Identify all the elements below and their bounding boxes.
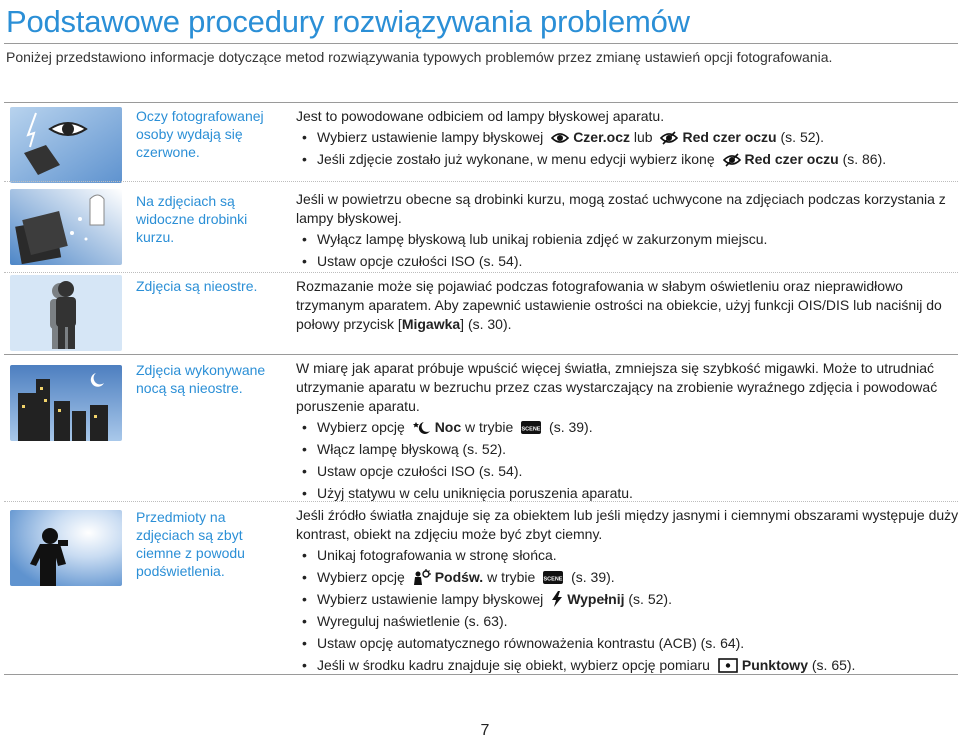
spot-metering-icon <box>718 658 738 673</box>
row-text: Jeśli w powietrzu obecne są drobinki kurzu, mogą zostać uchwycone na zdjęciach podczas korzystania z lampy błyskowej. <box>296 191 946 226</box>
scene-mode-icon <box>521 420 541 435</box>
page-title: Podstawowe procedury rozwiązywania problemów <box>6 4 690 39</box>
list-item: • Jeśli w środku kadru znajduje się obiekt, wybierz opcję pomiaru Punktowy (s. 65). <box>296 656 960 675</box>
list-item: • Ustaw opcje czułości ISO (s. 54). <box>296 462 960 481</box>
blurry-person-illustration-icon <box>10 275 122 351</box>
row-content <box>296 107 960 172</box>
scene-mode-icon <box>543 570 563 585</box>
list-item: • Jeśli zdjęcie zostało już wykonane, w menu edycji wybierz ikonę Red czer oczu (s. 86). <box>296 150 960 169</box>
list-item: • Użyj statywu w celu uniknięcia poruszenia aparatu. <box>296 484 960 503</box>
row-content <box>296 277 960 334</box>
row-content <box>296 506 960 678</box>
list-item: • Wybierz opcję Podśw. w trybie SCENE (s. 39). <box>296 568 960 587</box>
backlit-person-illustration-icon <box>10 510 122 586</box>
svg-text:SCENE: SCENE <box>543 576 563 583</box>
list-item: • Wybierz opcję Noc w trybie SCENE (s. 39). <box>296 418 960 437</box>
list-item: • Unikaj fotografowania w stronę słońca. <box>296 546 960 565</box>
row-text: Jest to powodowane odbiciem od lampy błyskowej aparatu. <box>296 108 665 124</box>
row-label: Zdjęcia wykonywane nocą są nieostre. <box>136 362 266 396</box>
row-text: Jeśli źródło światła znajduje się za obiektem lub jeśli między jasnymi i ciemnymi obszarami występuje duży kontrast, obiekt na zdjęciu może być zbyt ciemny. <box>296 507 959 542</box>
eye-icon <box>551 131 569 145</box>
row-label: Oczy fotografowanej osoby wydają się czerwone. <box>136 108 264 160</box>
list-item: • Wyreguluj naświetlenie (s. 63). <box>296 612 960 631</box>
backlight-icon <box>413 569 431 585</box>
intro-text: Poniżej przedstawiono informacje dotyczące metod rozwiązywania typowych problemów przez zmianę ustawień opcji fotografowania. <box>6 49 833 65</box>
red-eye-fix-icon <box>660 131 678 145</box>
night-moon-icon <box>413 420 431 435</box>
row-backlight <box>4 501 958 675</box>
row-red-eye <box>4 102 958 181</box>
red-eye-fix-icon <box>723 153 741 167</box>
list-item: • Włącz lampę błyskową (s. 52). <box>296 440 960 459</box>
page-number: 7 <box>480 722 490 739</box>
row-label: Na zdjęciach są widoczne drobinki kurzu. <box>136 193 248 245</box>
dust-illustration-icon <box>10 189 122 265</box>
svg-text:SCENE: SCENE <box>521 426 541 433</box>
red-eye-illustration-icon <box>10 107 122 183</box>
row-content <box>296 359 960 506</box>
row-text: Rozmazanie może się pojawiać podczas fotografowania w słabym oświetleniu oraz nieprawidłowo trzymanym aparatem. Aby zapewnić ustawienie ostrości na obiekcie, użyj funkcji OIS/DIS lub naciśnij do połowy przycisk [Migawka] (s. 30). <box>296 278 942 332</box>
row-content <box>296 190 960 274</box>
list-item: • Ustaw opcje czułości ISO (s. 54). <box>296 252 960 271</box>
row-dust <box>4 181 958 272</box>
row-blurry <box>4 272 958 355</box>
list-item: • Wybierz ustawienie lampy błyskowej Czer.ocz lub Red czer oczu (s. 52). <box>296 128 960 147</box>
row-text: W miarę jak aparat próbuje wpuścić więcej światła, zmniejsza się szybkość migawki. Może to utrudniać utrzymanie aparatu w bezruchu przez czas wystarczający na zrobienie wyraźnego zdjęcia i powodować poruszenie aparatu. <box>296 360 938 414</box>
row-night <box>4 354 958 501</box>
title-divider <box>4 43 958 44</box>
list-item: • Wybierz ustawienie lampy błyskowej Wypełnij (s. 52). <box>296 590 960 609</box>
list-item: • Ustaw opcję automatycznego równoważenia kontrastu (ACB) (s. 64). <box>296 634 960 653</box>
row-label: Zdjęcia są nieostre. <box>136 278 258 294</box>
list-item: • Wyłącz lampę błyskową lub unikaj robienia zdjęć w zakurzonym miejscu. <box>296 230 960 249</box>
flash-bolt-icon <box>551 591 563 607</box>
night-city-illustration-icon <box>10 365 122 441</box>
row-label: Przedmioty na zdjęciach są zbyt ciemne z powodu podświetlenia. <box>136 509 245 579</box>
